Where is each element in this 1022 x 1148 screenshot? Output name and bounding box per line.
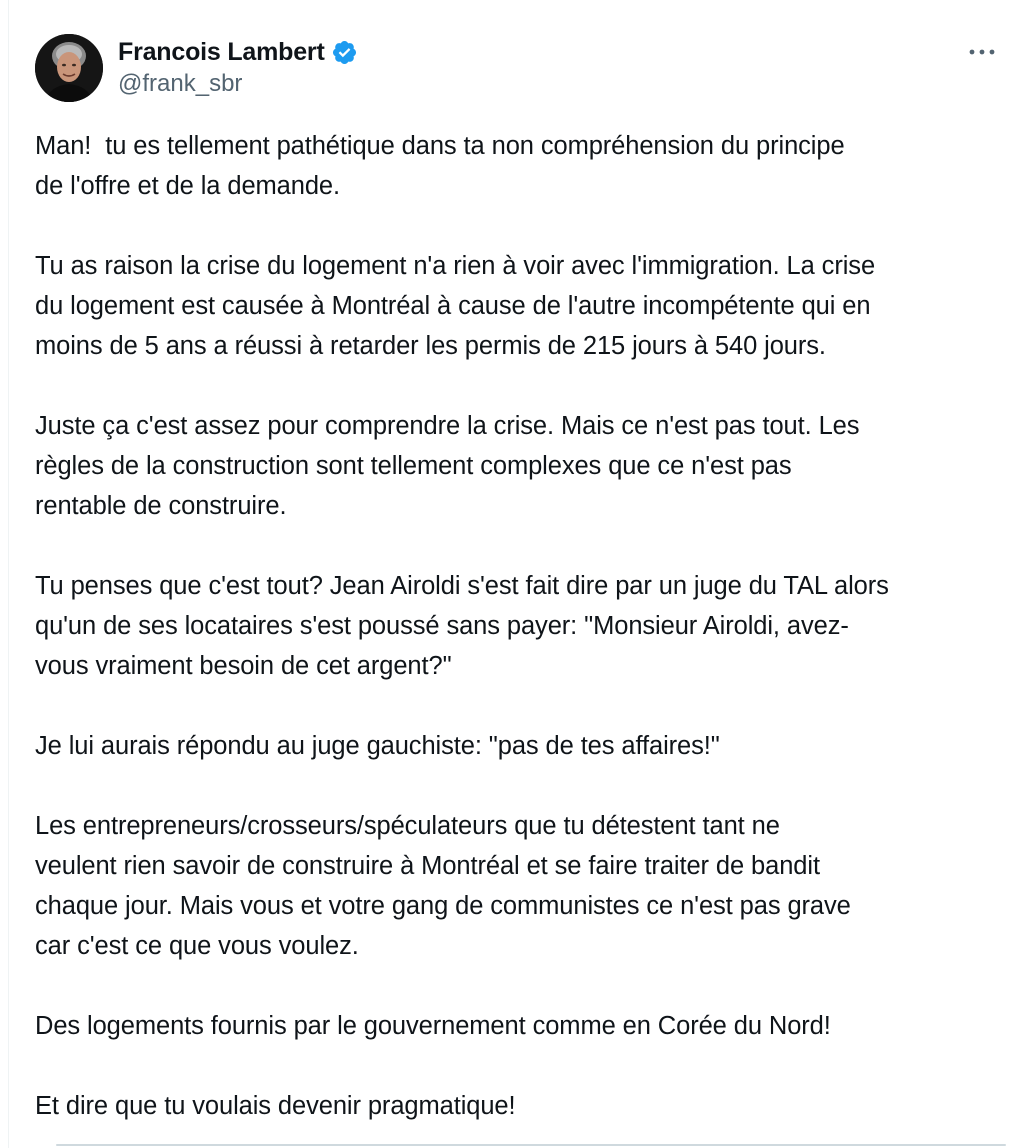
tweet-paragraph: Les entrepreneurs/crosseurs/spéculateurs que tu détestent tant ne veulent rien savoir de construire à Montréal et se faire traiter de bandit chaque jour. Mais vous et votre gang de communistes ce n'est pas grave car c'est ce que vous voulez.: [35, 812, 851, 960]
verified-badge-icon[interactable]: [331, 39, 358, 66]
tweet-paragraph: Et dire que tu voulais devenir pragmatique!: [35, 1092, 516, 1120]
more-options-icon[interactable]: [966, 40, 998, 64]
tweet-paragraph: Man! tu es tellement pathétique dans ta non compréhension du principe de l'offre et de la demande.: [35, 132, 845, 200]
author-handle[interactable]: @frank_sbr: [118, 70, 243, 97]
divider: [56, 1144, 1006, 1146]
tweet-paragraph: Tu penses que c'est tout? Jean Airoldi s'est fait dire par un juge du TAL alors qu'un de ses locataires s'est poussé sans payer: "Monsieur Airoldi, avez- vous vraiment besoin de cet argent?": [35, 572, 889, 680]
tweet-paragraph: Tu as raison la crise du logement n'a rien à voir avec l'immigration. La crise du logement est causée à Montréal à cause de l'autre incompétente qui en moins de 5 ans a réussi à retarder les permis de 215 jours à 540 jours.: [35, 252, 876, 360]
tweet-paragraph: Je lui aurais répondu au juge gauchiste: "pas de tes affaires!": [35, 732, 720, 760]
tweet-paragraph: Des logements fournis par le gouvernement comme en Corée du Nord!: [35, 1012, 831, 1040]
display-name[interactable]: Francois Lambert: [118, 37, 325, 66]
avatar[interactable]: [35, 34, 103, 102]
author-header[interactable]: [118, 36, 358, 98]
tweet-text: [35, 126, 1015, 1126]
tweet-paragraph: Juste ça c'est assez pour comprendre la crise. Mais ce n'est pas tout. Les règles de la construction sont tellement complexes que ce n'est pas rentable de construire.: [35, 412, 860, 520]
